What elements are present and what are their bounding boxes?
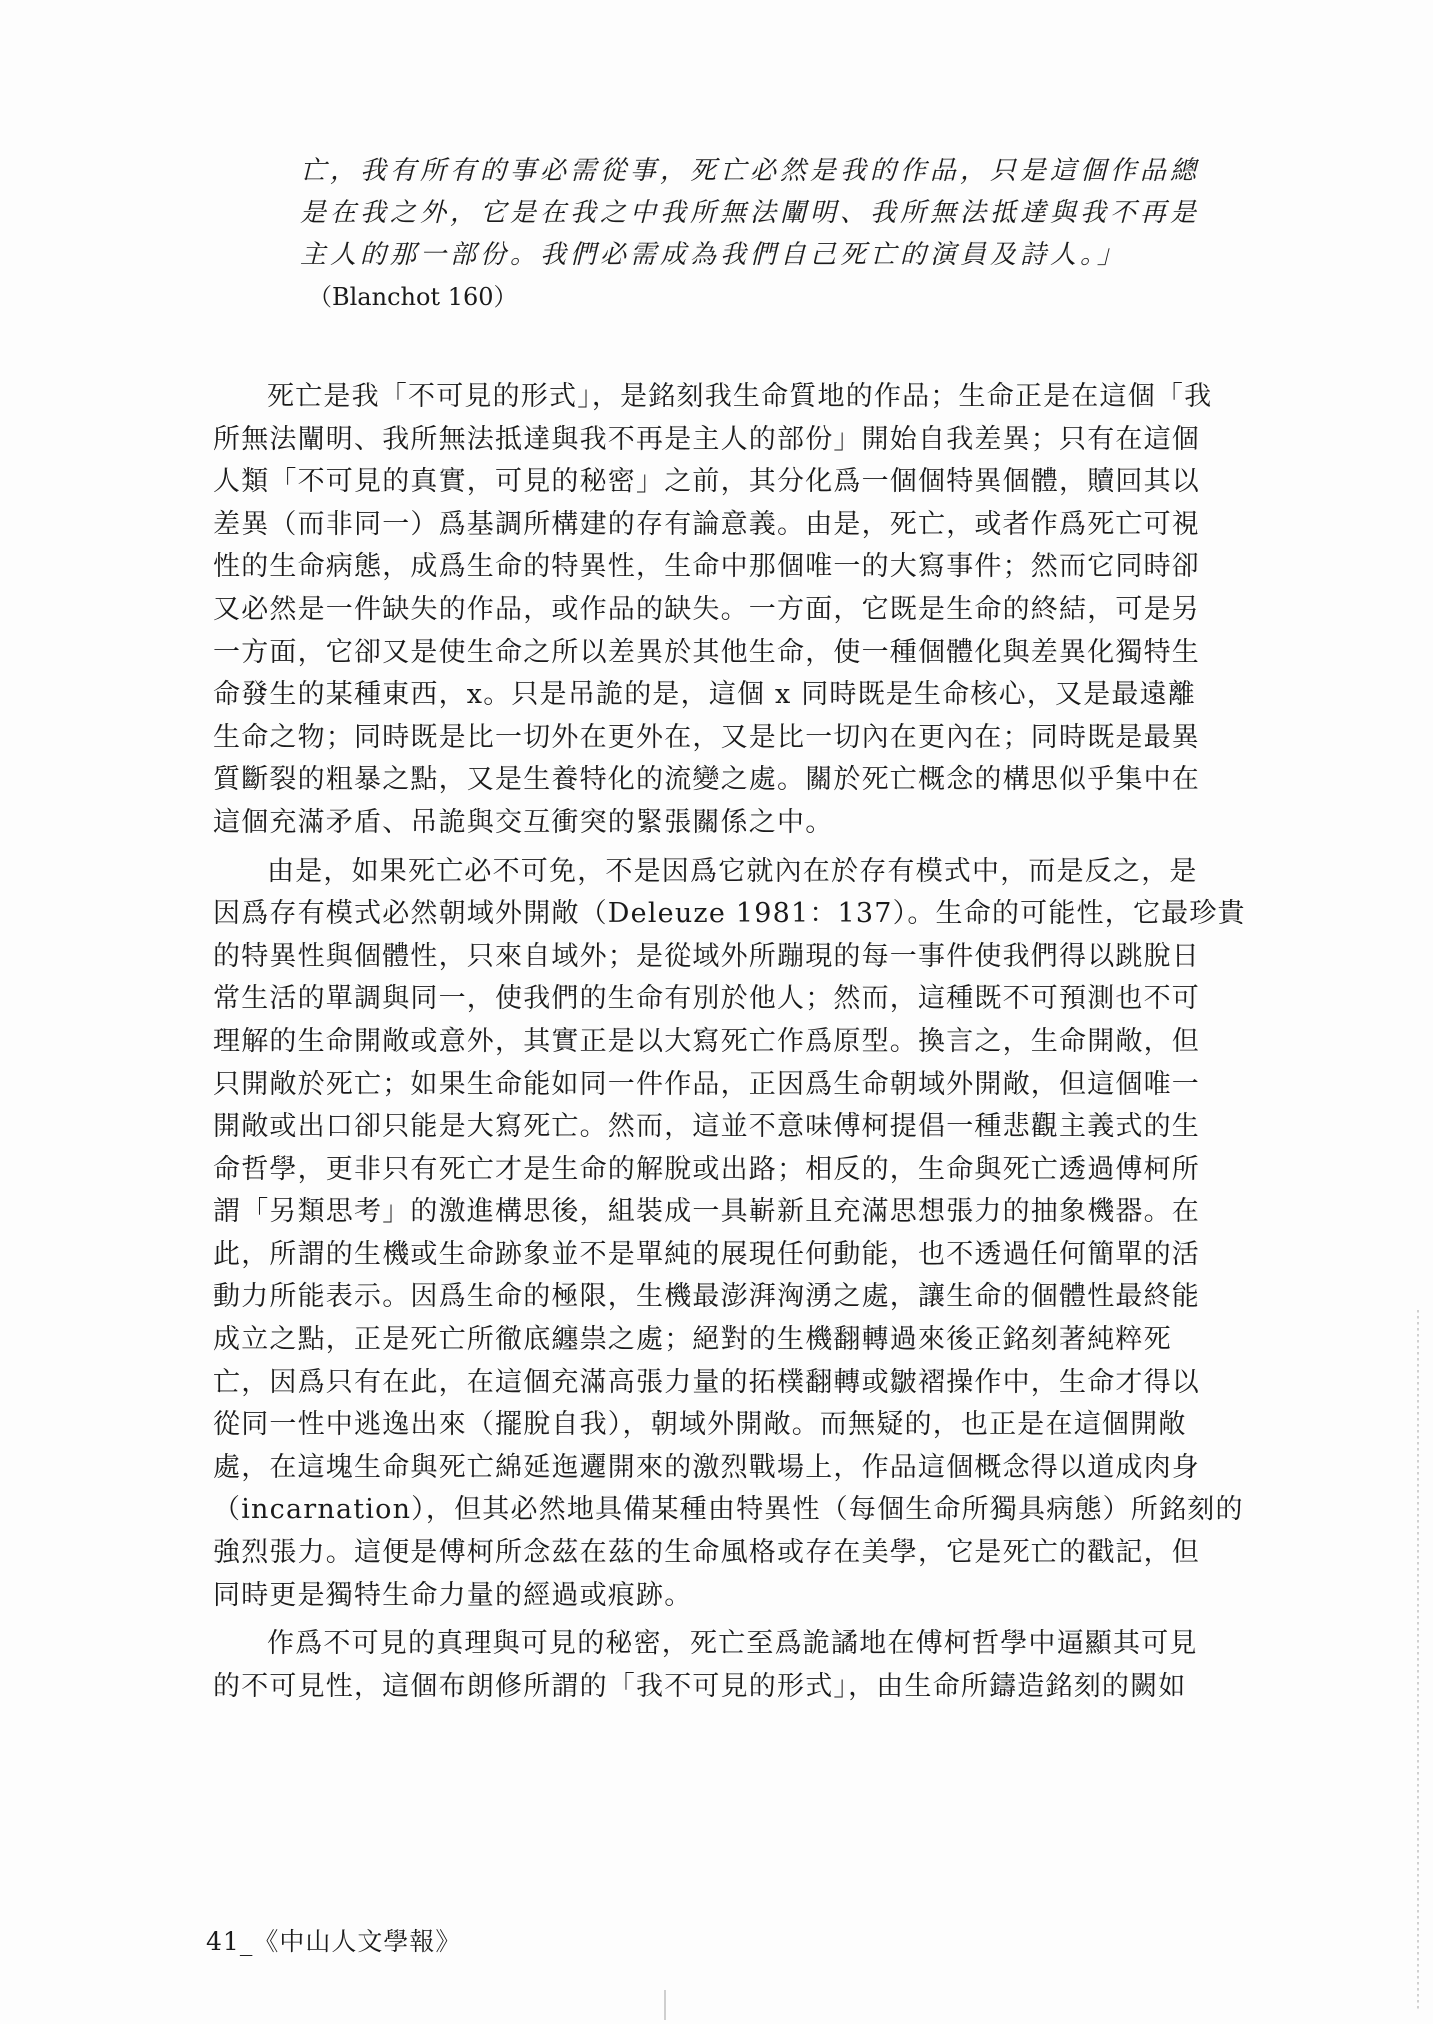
text-line: 處，在這塊生命與死亡綿延迤邐開來的激烈戰場上，作品這個概念得以道成肉身 bbox=[213, 1451, 1200, 1483]
text-line: 常生活的單調與同一，使我們的生命有別於他人；然而，這種既不可預測也不可 bbox=[213, 983, 1200, 1015]
quote-line: 亡，我有所有的事必需從事，死亡必然是我的作品，只是這個作品總 bbox=[300, 156, 1201, 186]
text-line: 的不可見性，這個布朗修所謂的「我不可見的形式」，由生命所鑄造銘刻的闕如 bbox=[213, 1670, 1187, 1702]
text-line: （incarnation），但其必然地具備某種由特異性（每個生命所獨具病態）所銘刻的 bbox=[213, 1494, 1244, 1526]
text-line: 謂「另類思考」的激進構思後，組裝成一具嶄新且充滿思想張力的抽象機器。在 bbox=[213, 1196, 1200, 1228]
footer-separator: _ bbox=[239, 1927, 254, 1956]
text-line: 因爲存有模式必然朝域外開敞（Deleuze 1981：137）。生命的可能性，它最珍貴 bbox=[213, 898, 1246, 930]
paragraph-1 bbox=[213, 376, 1213, 845]
text-line: 從同一性中逃逸出來（擺脫自我），朝域外開敞。而無疑的，也正是在這個開敞 bbox=[213, 1409, 1187, 1441]
paragraph-2 bbox=[213, 851, 1246, 1618]
paragraph-3 bbox=[213, 1623, 1203, 1708]
text-line: 死亡是我「不可見的形式」，是銘刻我生命質地的作品；生命正是在這個「我 bbox=[267, 381, 1213, 412]
page-footer bbox=[206, 1922, 461, 1958]
text-line: 由是，如果死亡必不可免，不是因爲它就內在於存有模式中，而是反之，是 bbox=[267, 855, 1198, 887]
text-line: 一方面，它卻又是使生命之所以差異於其他生命，使一種個體化與差異化獨特生 bbox=[213, 636, 1200, 668]
text-line: 只開敞於死亡；如果生命能如同一件作品，正因爲生命朝域外開敞，但這個唯一 bbox=[213, 1068, 1200, 1100]
text-line: 性的生命病態，成爲生命的特異性，生命中那個唯一的大寫事件；然而它同時卻 bbox=[213, 551, 1200, 583]
text-line: 所無法闡明、我所無法抵達與我不再是主人的部份」開始自我差異；只有在這個 bbox=[213, 423, 1200, 455]
text-line: 命哲學，更非只有死亡才是生命的解脫或出路；相反的，生命與死亡透過傅柯所 bbox=[213, 1153, 1200, 1185]
text-line: 開敞或出口卻只能是大寫死亡。然而，這並不意味傅柯提倡一種悲觀主義式的生 bbox=[213, 1111, 1200, 1143]
text-line: 成立之點，正是死亡所徹底纏祟之處；絕對的生機翻轉過來後正銘刻著純粹死 bbox=[213, 1324, 1172, 1356]
text-line: 質斷裂的粗暴之點，又是生養特化的流變之處。關於死亡概念的構思似乎集中在 bbox=[213, 764, 1200, 796]
quote-line: 主人的那一部份。我們必需成為我們自己死亡的演員及詩人。」 bbox=[300, 240, 1128, 270]
text-line: 動力所能表示。因爲生命的極限，生機最澎湃洶湧之處，讓生命的個體性最終能 bbox=[213, 1281, 1200, 1313]
page-number: 41 bbox=[206, 1927, 240, 1956]
text-line: 理解的生命開敞或意外，其實正是以大寫死亡作爲原型。換言之，生命開敞，但 bbox=[213, 1025, 1200, 1057]
text-line: 又必然是一件缺失的作品，或作品的缺失。一方面，它既是生命的終結，可是另 bbox=[213, 593, 1200, 625]
text-line: 的特異性與個體性，只來自域外；是從域外所蹦現的每一事件使我們得以跳脫日 bbox=[213, 940, 1200, 972]
text-line: 這個充滿矛盾、吊詭與交互衝突的緊張關係之中。 bbox=[213, 806, 834, 838]
text-line: 同時更是獨特生命力量的經過或痕跡。 bbox=[213, 1579, 693, 1611]
text-line: 命發生的某種東西，x。只是吊詭的是，這個 x 同時既是生命核心，又是最遠離 bbox=[213, 679, 1197, 711]
quote-line: 是在我之外，它是在我之中我所無法闡明、我所無法抵達與我不再是 bbox=[300, 198, 1201, 228]
text-line: 亡，因爲只有在此，在這個充滿高張力量的拓樸翻轉或皺褶操作中，生命才得以 bbox=[213, 1366, 1200, 1398]
text-line: 差異（而非同一）爲基調所構建的存有論意義。由是，死亡，或者作爲死亡可視 bbox=[213, 508, 1200, 540]
scan-edge-mark bbox=[1417, 1310, 1419, 2010]
body-text bbox=[213, 376, 1246, 1708]
text-line: 生命之物；同時既是比一切外在更外在，又是比一切內在更內在；同時既是最異 bbox=[213, 721, 1200, 753]
quote-citation: （Blanchot 160） bbox=[308, 283, 518, 311]
text-line: 強烈張力。這便是傅柯所念茲在茲的生命風格或存在美學，它是死亡的戳記，但 bbox=[213, 1537, 1200, 1569]
block-quote bbox=[300, 150, 1201, 318]
scan-crop-mark bbox=[664, 1990, 666, 2020]
journal-title: 《中山人文學報》 bbox=[253, 1927, 462, 1956]
text-line: 此，所謂的生機或生命跡象並不是單純的展現任何動能，也不透過任何簡單的活 bbox=[213, 1238, 1200, 1270]
text-line: 人類「不可見的真實，可見的秘密」之前，其分化爲一個個特異個體，贖回其以 bbox=[213, 466, 1200, 498]
text-line: 作爲不可見的真理與可見的秘密，死亡至爲詭譎地在傅柯哲學中逼顯其可見 bbox=[267, 1628, 1198, 1660]
